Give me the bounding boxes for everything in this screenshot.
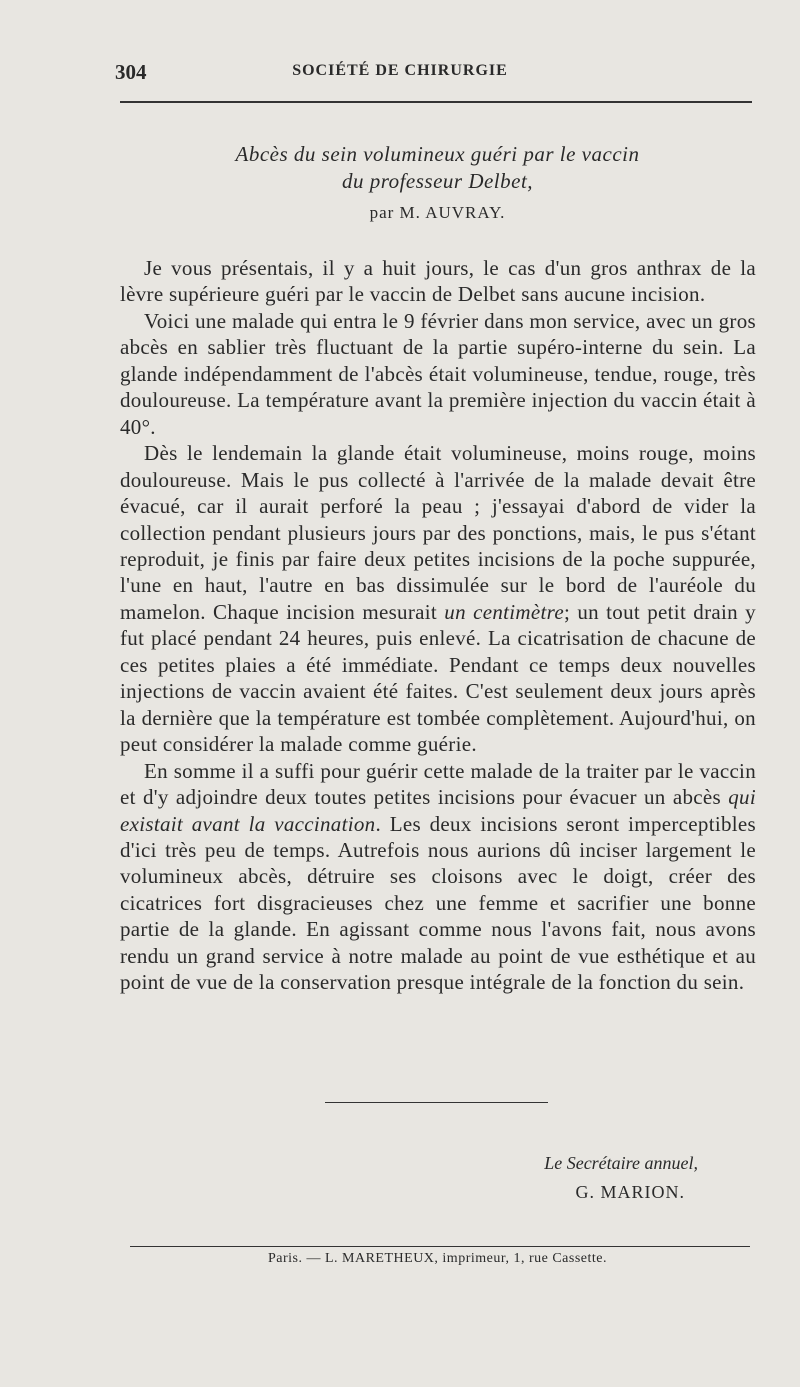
paragraph-3 bbox=[120, 440, 756, 757]
page-number: 304 bbox=[115, 60, 147, 84]
paragraph-3-emphasis: un centimètre bbox=[444, 599, 564, 624]
paragraph-4-part-a: En somme il a suffi pour guérir cette malade de la traiter par le vaccin et d'y adjoindre deux toutes petites incisions pour évacuer un abcès bbox=[120, 758, 756, 810]
article-end-divider bbox=[325, 1102, 548, 1103]
article-title-line-2: du professeur Delbet, bbox=[341, 169, 534, 193]
paragraph-3-part-b: ; un tout petit drain y fut placé pendant 24 heures, puis enlevé. La cicatrisation de chacune de ces petites plaies a été immédiate. Pendant ce temps deux nouvelles injections de vaccin avaient été faites. C'est seulement deux jours après la dernière que la température est tombée complètement. Aujourd'hui, on peut considérer la malade comme guérie. bbox=[120, 599, 756, 757]
printer-imprint: Paris. — L. MARETHEUX, imprimeur, 1, rue Cassette. bbox=[267, 1251, 607, 1266]
paragraph-3-part-a: Dès le lendemain la glande était volumineuse, moins rouge, moins douloureuse. Mais le pus collecté à l'arrivée de la malade devait être évacué, car il aurait perforé la peau ; j'essayai d'abord de vider la collection pendant plusieurs jours par des ponctions, mais, le pus s'étant reproduit, je finis par faire deux petites incisions de la poche suppurée, l'une en haut, l'autre en bas dissimulée sur le bord de l'auréole du mamelon. Chaque incision mesurait bbox=[120, 441, 756, 624]
paragraph-2: Voici une malade qui entra le 9 février dans mon service, avec un gros abcès en sablier très fluctuant de la partie supéro-interne du sein. La glande indépendamment de l'abcès était volumineuse, tendue, rouge, très douloureuse. La température avant la première injection du vaccin était à 40°. bbox=[120, 308, 756, 439]
running-title: SOCIÉTÉ DE CHIRURGIE bbox=[292, 62, 508, 79]
paragraph-4-emphasis: qui existait avant la vaccination bbox=[120, 785, 756, 836]
paragraph-4 bbox=[120, 758, 756, 996]
header-divider bbox=[120, 101, 752, 103]
paragraph-4-part-b: . Les deux incisions seront imperceptibles d'ici très peu de temps. Autrefois nous aurions dû inciser largement le volumineux abcès, détruire ses cloisons avec le doigt, créer des cicatrices fort disgracieuses chez une femme et sacrifier une bonne partie de la glande. En agissant comme nous l'avons fait, nous avons rendu un grand service à notre malade au point de vue esthétique et au point de vue de la conservation presque intégrale de la fonction du sein. bbox=[120, 811, 756, 995]
signature-role: Le Secrétaire annuel, bbox=[544, 1153, 698, 1173]
article-body bbox=[120, 255, 756, 996]
paragraph-1: Je vous présentais, il y a huit jours, le cas d'un gros anthrax de la lèvre supérieure guéri par le vaccin de Delbet sans aucune incision. bbox=[120, 256, 756, 307]
signature-name: G. MARION. bbox=[575, 1182, 685, 1202]
article-byline: par M. AUVRAY. bbox=[369, 203, 506, 222]
article-title-line-1: Abcès du sein volumineux guéri par le vaccin bbox=[235, 142, 640, 166]
footer-divider bbox=[130, 1246, 750, 1247]
